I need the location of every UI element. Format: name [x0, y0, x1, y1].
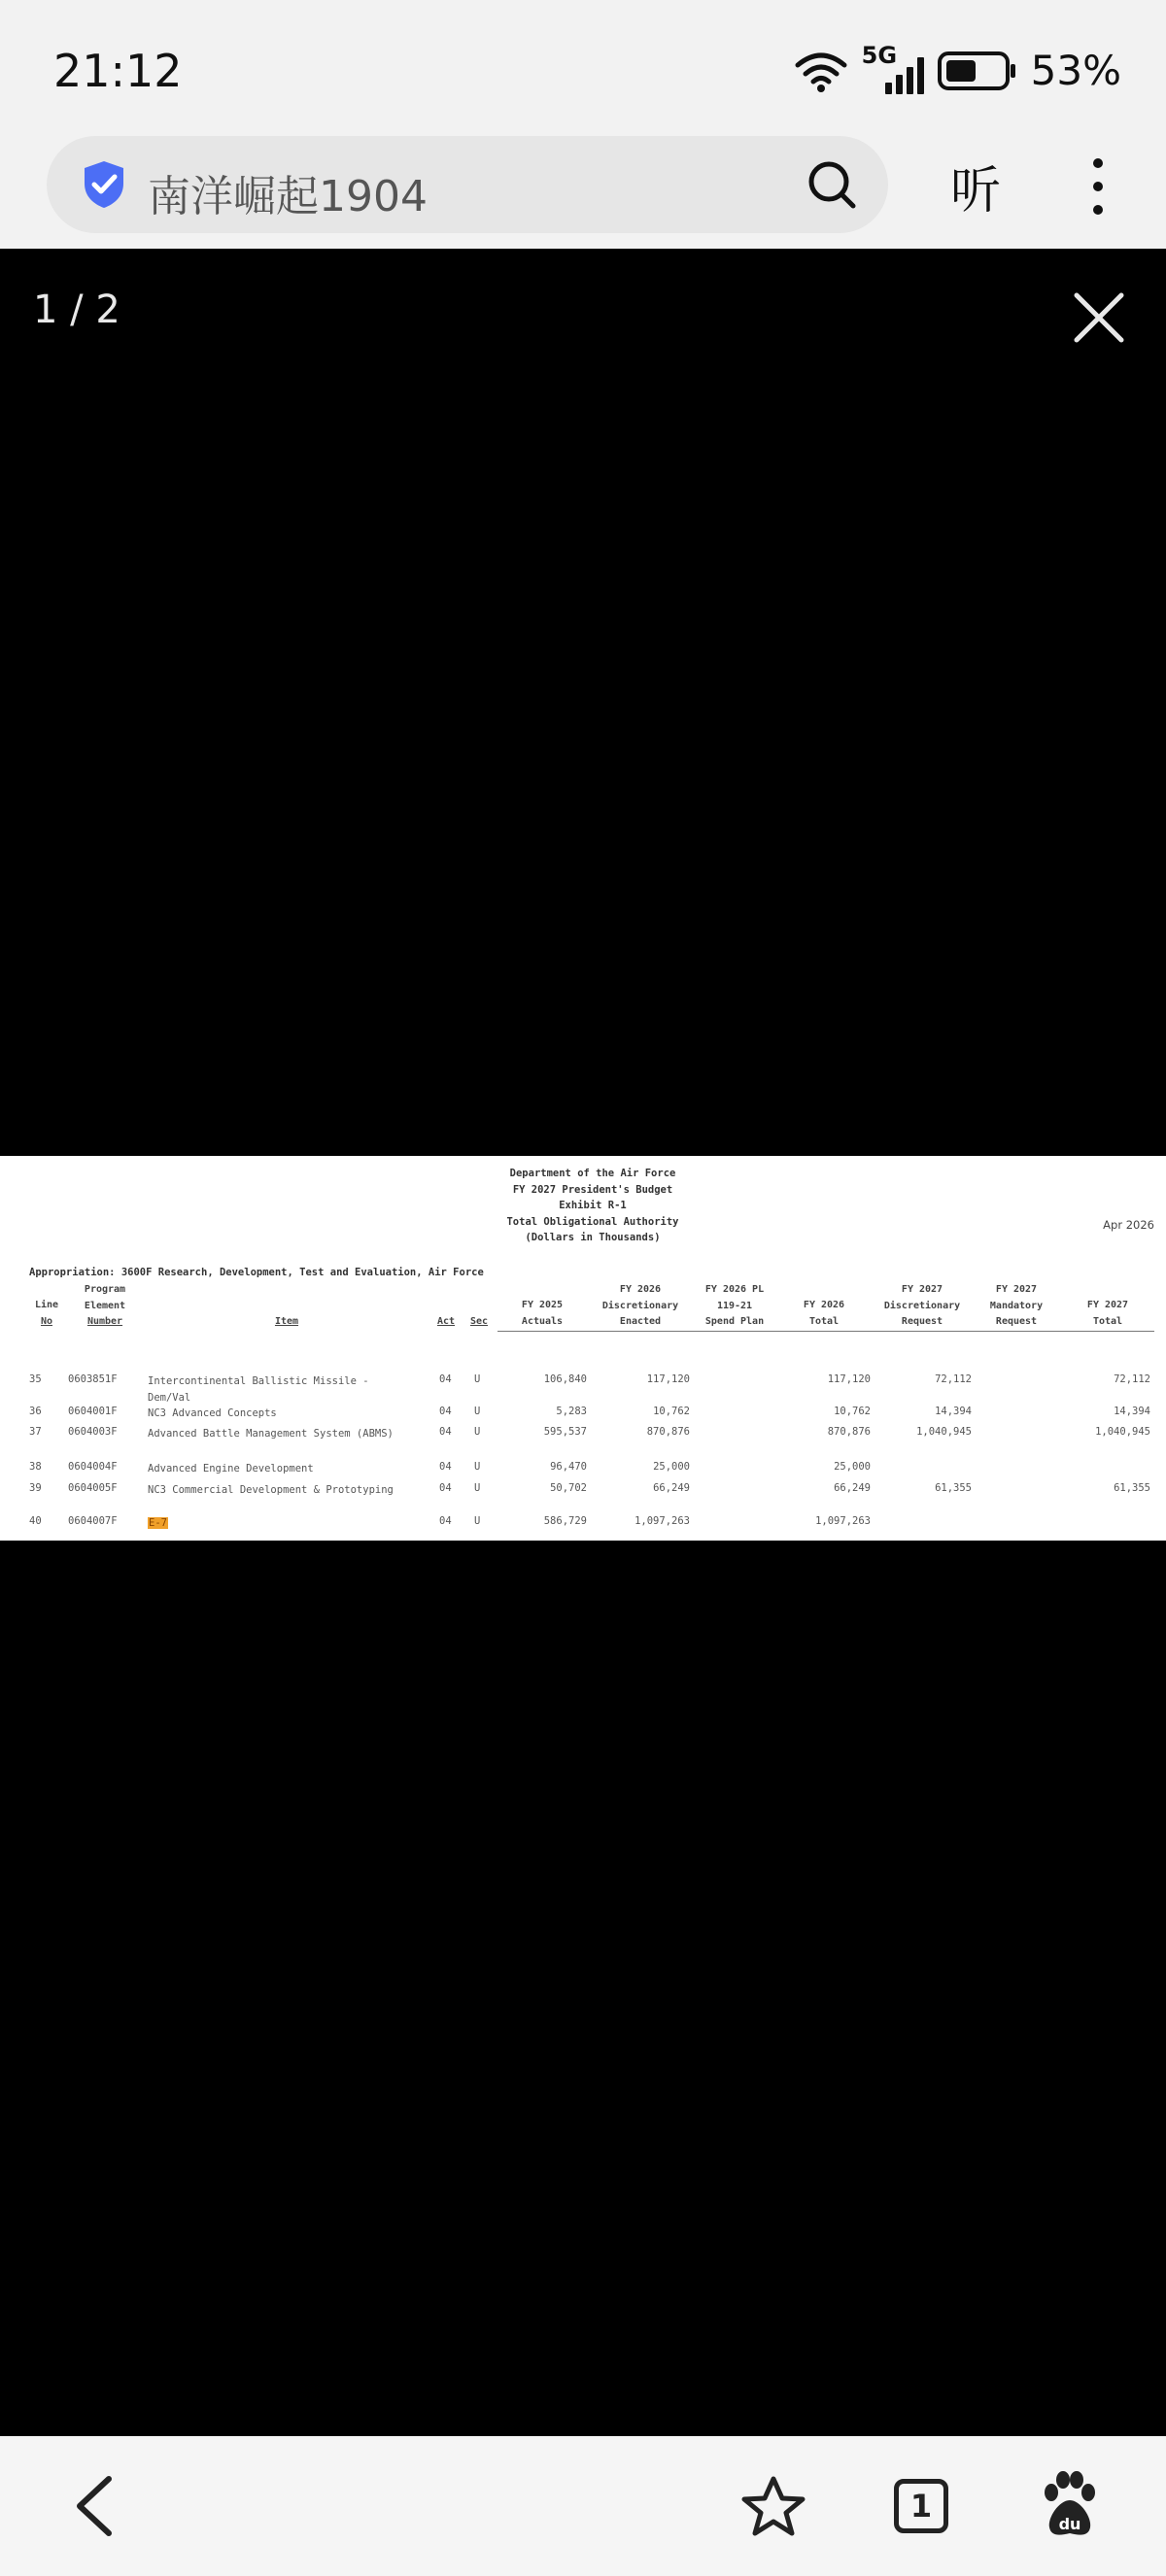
col-fy2025-actuals: FY 2025 Actuals [521, 1300, 564, 1327]
shield-icon [82, 159, 126, 210]
cell-fy25: 5,283 [556, 1406, 587, 1417]
cell-fy26t: 1,097,263 [815, 1515, 871, 1527]
cell-item: Advanced Battle Management System (ABMS) [148, 1428, 394, 1440]
url-text[interactable]: 南洋崛起1904 [148, 172, 428, 221]
cell-fy26t: 870,876 [827, 1426, 871, 1438]
appropriation-line: Appropriation: 3600F Research, Development, Test and Evaluation, Air Force [29, 1267, 484, 1278]
col-sec: Sec [469, 1316, 489, 1327]
document-date: Apr 2026 [1103, 1218, 1154, 1232]
cell-pe: 0604007F [68, 1515, 118, 1527]
cell-line: 35 [29, 1373, 42, 1385]
back-icon[interactable] [70, 2473, 119, 2539]
cell-sec: U [474, 1426, 481, 1438]
cell-line: 37 [29, 1426, 42, 1438]
highlighted-text: E-7 [149, 1517, 167, 1529]
cell-pe: 0603851F [68, 1373, 118, 1385]
battery-icon [938, 51, 1017, 90]
cell-item: NC3 Advanced Concepts [148, 1407, 277, 1419]
cell-sec: U [474, 1461, 481, 1473]
bottom-nav [0, 2436, 1166, 2576]
cell-pe: 0604005F [68, 1482, 118, 1494]
cell-fy25: 50,702 [550, 1482, 587, 1494]
document-image[interactable] [0, 1156, 1166, 1541]
svg-text:du: du [1058, 2515, 1081, 2533]
cell-item: Advanced Engine Development [148, 1463, 314, 1474]
cell-fy26e: 66,249 [653, 1482, 690, 1494]
col-act: Act [436, 1316, 456, 1327]
cell-fy26e: 25,000 [653, 1461, 690, 1473]
search-icon[interactable] [805, 157, 859, 212]
more-icon[interactable] [1079, 155, 1117, 218]
cell-act: 04 [439, 1406, 452, 1417]
cell-fy27d: 72,112 [935, 1373, 972, 1385]
status-icons [794, 41, 1121, 94]
cell-act: 04 [439, 1515, 452, 1527]
cell-fy25: 586,729 [543, 1515, 587, 1527]
cell-fy26t: 117,120 [827, 1373, 871, 1385]
cell-fy26e: 117,120 [646, 1373, 690, 1385]
col-line-no: Line No [34, 1300, 59, 1327]
cell-sec: U [474, 1515, 481, 1527]
cell-fy27d: 61,355 [935, 1482, 972, 1494]
col-fy2027-mand-request: FY 2027 Mandatory Request [989, 1284, 1044, 1327]
cell-fy25: 96,470 [550, 1461, 587, 1473]
cell-fy27t: 72,112 [1114, 1373, 1150, 1385]
cell-fy27d: 14,394 [935, 1406, 972, 1417]
cell-line: 36 [29, 1406, 42, 1417]
cell-item: Intercontinental Ballistic Missile - Dem/Val [148, 1375, 369, 1404]
cell-fy27t: 14,394 [1114, 1406, 1150, 1417]
signal-icon [861, 41, 924, 94]
cell-line: 38 [29, 1461, 42, 1473]
cell-pe: 0604003F [68, 1426, 118, 1438]
header-rule [497, 1331, 1154, 1332]
cell-act: 04 [439, 1482, 452, 1494]
cell-act: 04 [439, 1461, 452, 1473]
browser-toolbar [0, 136, 1166, 249]
cell-item: NC3 Commercial Development & Prototyping [148, 1484, 394, 1496]
network-type: 5G [861, 41, 898, 69]
image-viewer[interactable] [0, 249, 1166, 2436]
close-icon[interactable] [1073, 291, 1125, 344]
address-bar[interactable] [47, 136, 888, 233]
header-line: FY 2027 President's Budget [512, 1183, 673, 1196]
cell-sec: U [474, 1482, 481, 1494]
col-pe-number: Program Element Number [84, 1284, 126, 1327]
wifi-icon [794, 50, 848, 92]
image-counter: 1 / 2 [33, 288, 120, 332]
cell-act: 04 [439, 1373, 452, 1385]
status-bar [0, 0, 1166, 136]
battery-percent: 53% [1030, 47, 1121, 94]
cell-fy27d: 1,040,945 [916, 1426, 972, 1438]
cell-fy26e: 10,762 [653, 1406, 690, 1417]
listen-button[interactable]: 听 [950, 162, 1002, 220]
baidu-icon[interactable] [1040, 2471, 1100, 2539]
tabs-icon[interactable]: 1 [894, 2479, 948, 2533]
cell-fy26e: 1,097,263 [634, 1515, 690, 1527]
cell-fy25: 595,537 [543, 1426, 587, 1438]
header-line: Exhibit R-1 [559, 1200, 627, 1211]
cell-fy26t: 66,249 [834, 1482, 871, 1494]
col-item: Item [274, 1316, 299, 1327]
cell-line: 39 [29, 1482, 42, 1494]
cell-fy27t: 61,355 [1114, 1482, 1150, 1494]
cell-fy25: 106,840 [543, 1373, 587, 1385]
clock: 21:12 [53, 45, 183, 97]
col-fy2026-total: FY 2026 Total [803, 1300, 845, 1327]
cell-pe: 0604001F [68, 1406, 118, 1417]
cell-line: 40 [29, 1515, 42, 1527]
col-fy2027-disc-request: FY 2027 Discretionary Request [883, 1284, 961, 1327]
cell-pe: 0604004F [68, 1461, 118, 1473]
cell-fy27t: 1,040,945 [1095, 1426, 1150, 1438]
cell-act: 04 [439, 1426, 452, 1438]
header-line: (Dollars in Thousands) [525, 1232, 661, 1243]
col-fy2026-enacted: FY 2026 Discretionary Enacted [601, 1284, 679, 1327]
col-fy2027-total: FY 2027 Total [1086, 1300, 1129, 1327]
document-header [0, 1166, 1166, 1246]
cell-fy26t: 25,000 [834, 1461, 871, 1473]
cell-fy26t: 10,762 [834, 1406, 871, 1417]
cell-sec: U [474, 1406, 481, 1417]
cell-item [148, 1515, 418, 1532]
header-line: Total Obligational Authority [506, 1215, 679, 1228]
cell-sec: U [474, 1373, 481, 1385]
header-line: Department of the Air Force [509, 1168, 676, 1179]
cell-fy26e: 870,876 [646, 1426, 690, 1438]
star-icon[interactable] [740, 2475, 806, 2537]
col-fy2026-spend-plan: FY 2026 PL 119-21 Spend Plan [704, 1284, 765, 1327]
